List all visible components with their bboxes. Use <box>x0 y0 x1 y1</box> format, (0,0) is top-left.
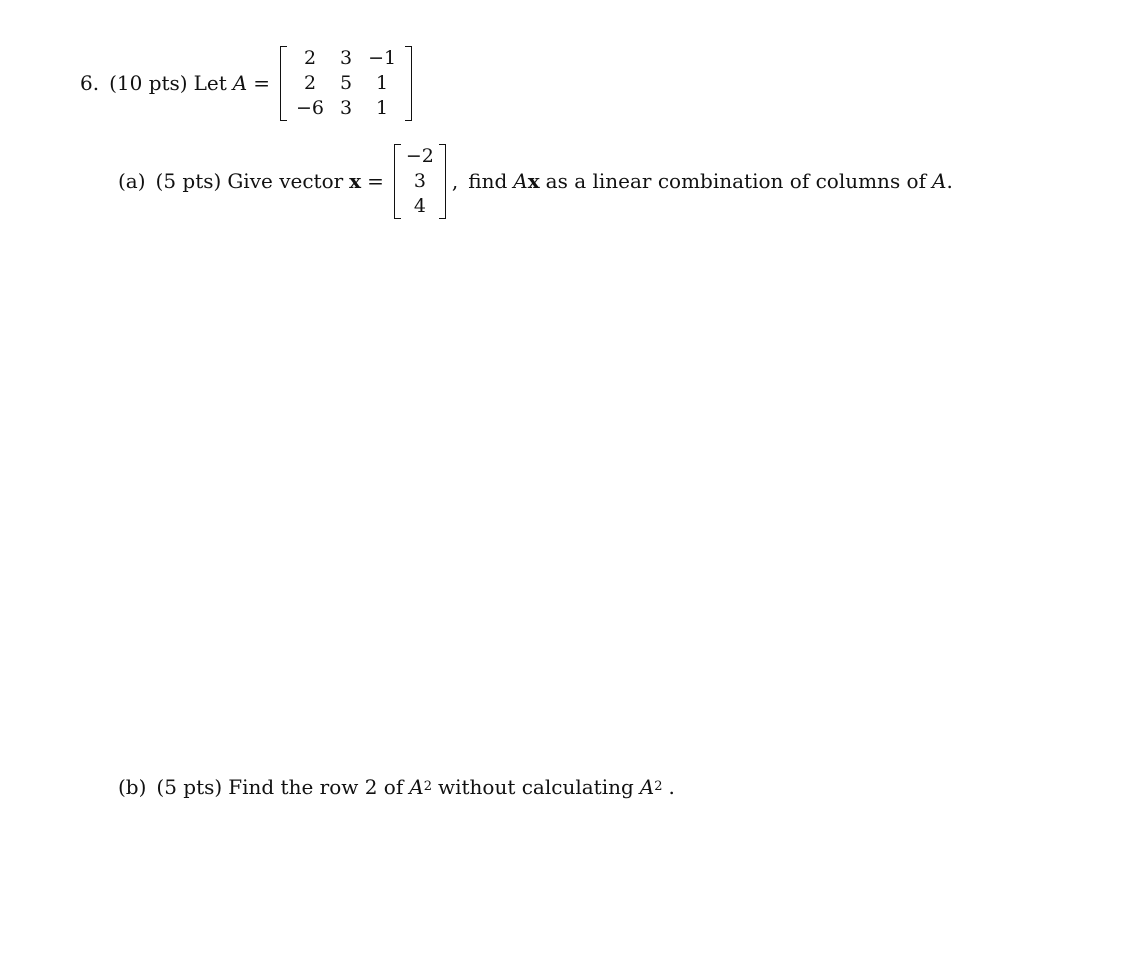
vector-cell: 4 <box>413 194 426 217</box>
vector-cell: −2 <box>405 144 434 167</box>
vector-cell: 3 <box>413 169 426 192</box>
matrix-row <box>288 46 404 71</box>
vector-row <box>402 169 438 194</box>
problem-statement <box>80 44 412 122</box>
part-b-label: (b) <box>118 775 147 799</box>
part-a-points: (5 pts) <box>155 169 222 193</box>
part-b-statement: (b) (5 pts) Find the row 2 of A 2 without calculating A 2 . <box>118 775 675 799</box>
matrix-cell: 1 <box>376 96 389 119</box>
ax-a-symbol: A <box>513 169 528 193</box>
end-period: . <box>668 775 675 799</box>
part-b-points: (5 pts) <box>156 775 223 799</box>
part-a-text-after: as a linear combination of columns of <box>545 169 927 193</box>
part-a-statement <box>118 140 953 222</box>
problem-points: (10 pts) <box>109 71 188 95</box>
part-b-text-mid: without calculating <box>437 775 634 799</box>
a-squared-symbol: A <box>409 775 424 799</box>
matrix-cell: 1 <box>376 71 389 94</box>
ax-x-symbol: x <box>527 169 540 193</box>
matrix-cell: 3 <box>340 96 353 119</box>
matrix-cell: 5 <box>340 71 353 94</box>
matrix-a <box>280 46 412 121</box>
comma: , <box>451 169 459 193</box>
part-a-text-before: Give vector <box>227 169 344 193</box>
part-a-find: find <box>468 169 508 193</box>
matrix-cell: 2 <box>303 46 317 69</box>
end-a-symbol: A <box>932 169 947 193</box>
vector-row <box>402 144 438 169</box>
matrix-row <box>288 71 404 96</box>
matrix-cell: 2 <box>303 71 317 94</box>
matrix-symbol: A <box>232 71 248 95</box>
equals-sign: = <box>253 71 270 95</box>
end-period: . <box>946 169 953 193</box>
matrix-cell: −6 <box>295 96 324 119</box>
matrix-cell: 3 <box>340 46 353 69</box>
equals-sign: = <box>367 169 384 193</box>
vector-x-grid <box>402 144 438 219</box>
vector-symbol: x <box>349 169 362 193</box>
matrix-row <box>288 96 404 121</box>
part-a-label: (a) <box>118 169 146 193</box>
part-b-text-before: Find the row 2 of <box>228 775 404 799</box>
problem-number: 6. <box>80 71 100 95</box>
matrix-cell: −1 <box>368 46 397 69</box>
matrix-a-grid <box>288 46 404 121</box>
a-squared-symbol: A <box>639 775 655 799</box>
vector-x <box>394 144 446 219</box>
vector-row <box>402 194 438 219</box>
problem-intro: Let <box>193 71 227 95</box>
